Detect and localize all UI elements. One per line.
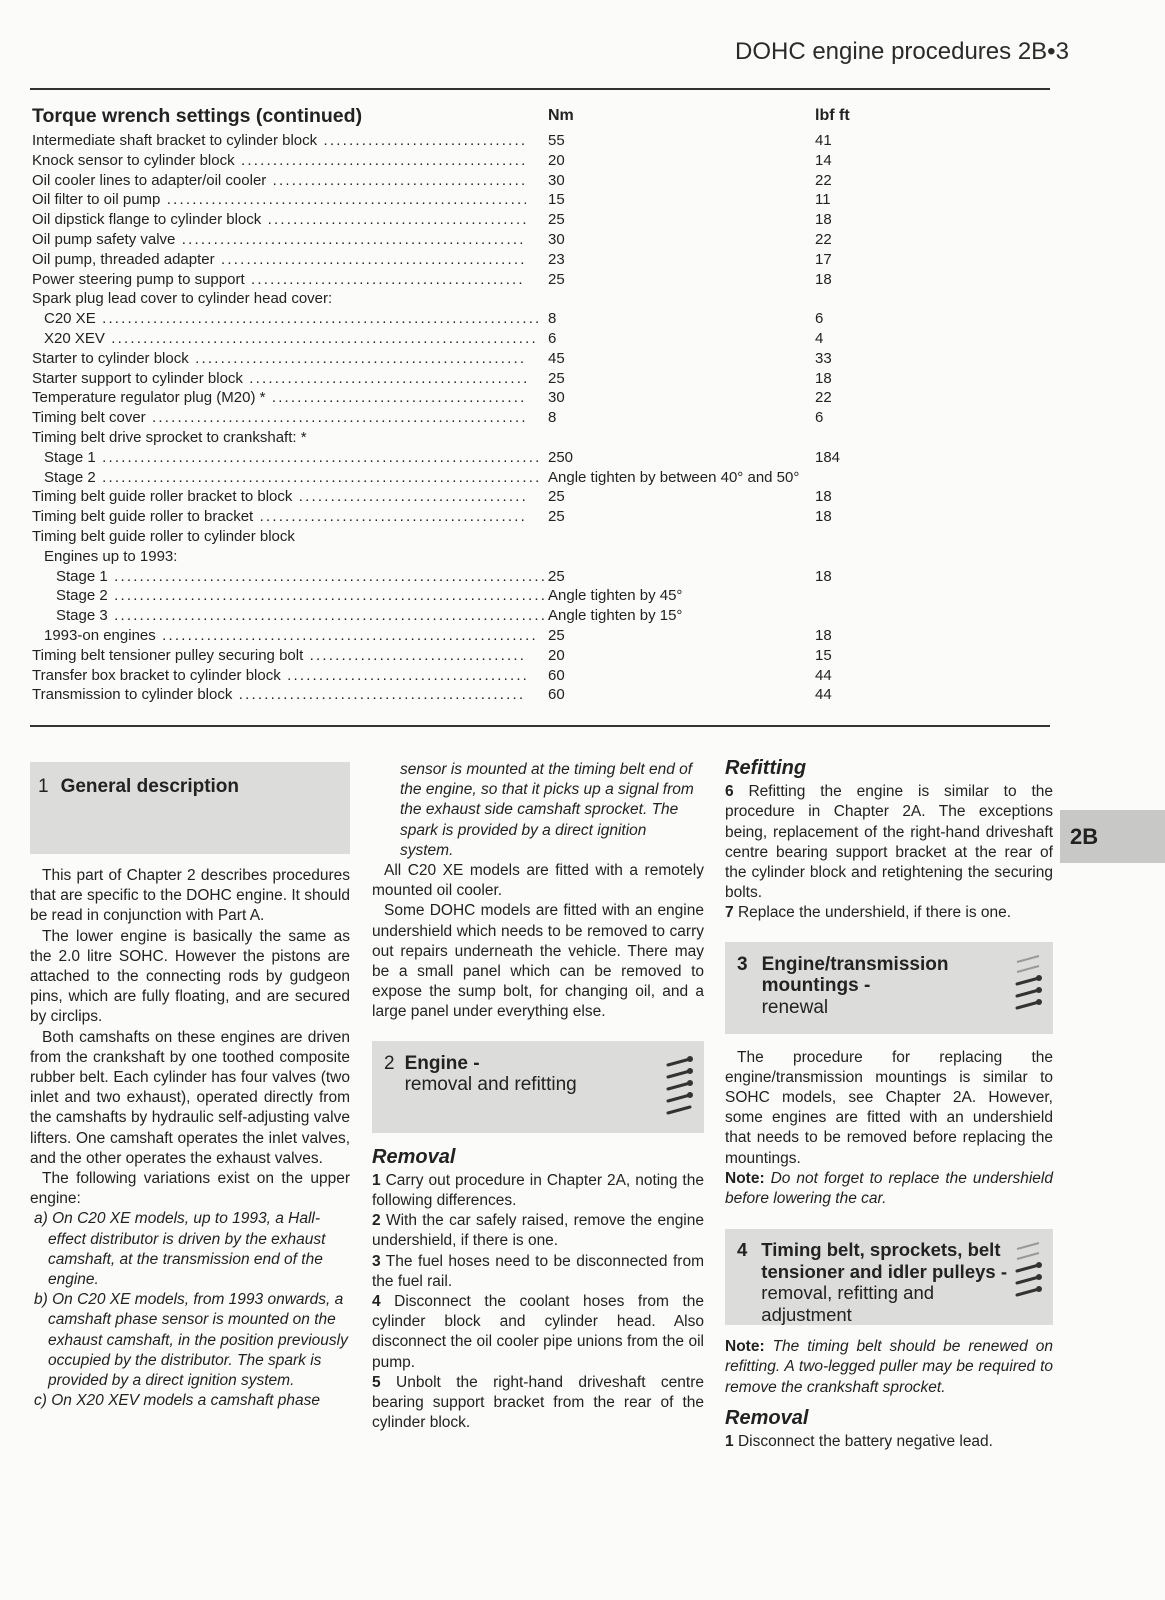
torque-row-lbf: 4 (815, 329, 824, 347)
paragraph: The procedure for replacing the engine/transmission mountings is similar to SOHC models, see Chapter 2A. However, some engines are fitted with an undershield that needs to be removed before replacing the mountings. (725, 1048, 1053, 1167)
torque-row (32, 646, 932, 666)
torque-row (32, 131, 932, 151)
paragraph: Some DOHC models are fitted with an engine undershield which needs to be removed to carry out repairs underneath the vehicle. There may be a small panel which can be removed to expose the sump bolt, for changing oil, and a large panel under everything else. (372, 902, 704, 1021)
torque-row (32, 190, 932, 210)
torque-row-label: Intermediate shaft bracket to cylinder block ..... (32, 131, 526, 151)
section-2-subtitle: removal and refitting (404, 1074, 577, 1096)
torque-col-lbf: lbf ft (815, 107, 850, 124)
wrench-difficulty-icon (1011, 1239, 1045, 1307)
torque-row-label: Timing belt cover ..... (32, 408, 526, 428)
torque-row-nm: 25 (548, 488, 565, 506)
torque-row-label: Power steering pump to support ..... (32, 270, 526, 290)
torque-row-label: Temperature regulator plug (M20) * ..... (32, 388, 526, 408)
torque-row-nm: 25 (548, 369, 565, 387)
torque-row-label: Timing belt drive sprocket to crankshaft: * (32, 428, 307, 446)
torque-row-lbf: 11 (815, 191, 831, 209)
torque-row-nm: 6 (548, 329, 557, 347)
section-4-number: 4 (737, 1239, 748, 1261)
list-item: a) On C20 XE models, up to 1993, a Hall-effect distributor is driven by the exhaust camshaft, at the transmission end of the engine. (34, 1210, 326, 1289)
paragraph: All C20 XE models are fitted with a remotely mounted oil cooler. (372, 862, 704, 900)
list-item: c) On X20 XEV models a camshaft phase (34, 1392, 321, 1410)
torque-row-lbf: 14 (815, 151, 832, 169)
torque-col-nm: Nm (548, 107, 574, 124)
torque-row (32, 250, 932, 270)
torque-row-nm: 25 (548, 567, 565, 585)
step-5: 5 Unbolt the right-hand driveshaft centre bearing support bracket from the rear of the cylinder block. (372, 1373, 704, 1432)
torque-row-lbf: 18 (815, 369, 832, 387)
torque-row (32, 309, 932, 329)
header-title: DOHC engine procedures (735, 38, 1012, 65)
section-1-title: General description (60, 776, 240, 797)
torque-row (32, 289, 932, 309)
torque-row-nm: 30 (548, 171, 565, 189)
torque-row-label: Oil dipstick flange to cylinder block ..... (32, 210, 526, 230)
step-4: 4 Disconnect the coolant hoses from the cylinder block and cylinder head. Also disconnect the oil cooler pipe unions from the oil pump. (372, 1293, 704, 1371)
torque-row-lbf: 15 (815, 646, 832, 664)
torque-row-label: Stage 2 ..... (32, 468, 538, 488)
torque-row (32, 468, 932, 488)
torque-row (32, 586, 932, 606)
torque-row-nm: 8 (548, 310, 557, 328)
torque-row-label: Stage 2 ..... (32, 586, 550, 606)
torque-row-label: Transmission to cylinder block ..... (32, 685, 526, 705)
torque-row-nm: 30 (548, 230, 565, 248)
torque-row-label: Timing belt guide roller to cylinder block (32, 527, 295, 545)
torque-row (32, 270, 932, 290)
torque-row-label: Timing belt guide roller bracket to block ..... (32, 487, 526, 507)
torque-row-nm: 25 (548, 270, 565, 288)
wrench-difficulty-icon (662, 1055, 696, 1119)
column-1 (30, 762, 350, 1411)
torque-table-title: Torque wrench settings (continued) (32, 105, 363, 127)
torque-row-label: Oil pump safety valve ..... (32, 230, 526, 250)
torque-row-lbf: 44 (815, 686, 832, 704)
section-4-heading-box (725, 1229, 1053, 1325)
step-1: 1 Carry out procedure in Chapter 2A, noting the following differences. (372, 1171, 704, 1210)
torque-row-label: Oil filter to oil pump ..... (32, 190, 526, 210)
step-3: 3 The fuel hoses need to be disconnected from the fuel rail. (372, 1252, 704, 1290)
torque-table (32, 131, 932, 705)
torque-row-label: Knock sensor to cylinder block ..... (32, 151, 526, 171)
torque-row (32, 230, 932, 250)
list-item: b) On C20 XE models, from 1993 onwards, a camshaft phase sensor is mounted on the exhaust camshaft, in the position previously occupied by the distributor. The spark is provided by a direct ignition system. (34, 1291, 348, 1390)
section-2-heading-box (372, 1041, 704, 1133)
torque-row (32, 527, 932, 547)
torque-row-label: Starter support to cylinder block ..... (32, 369, 526, 389)
torque-row-lbf: 18 (815, 508, 832, 526)
torque-row-lbf: 44 (815, 666, 832, 684)
removal-heading: Removal (725, 1406, 809, 1429)
step-7: 7 Replace the undershield, if there is one. (725, 904, 1012, 922)
list-item-continued: sensor is mounted at the timing belt end of the engine, so that it picks up a signal from the exhaust side camshaft sprocket. The spark is provided by a direct ignition system. (400, 761, 694, 859)
torque-row-lbf: 18 (815, 626, 832, 644)
torque-row (32, 408, 932, 428)
torque-row-lbf: 22 (815, 389, 832, 407)
torque-row-lbf: 6 (815, 310, 824, 328)
torque-row-lbf: 41 (815, 132, 832, 149)
torque-row-lbf: 18 (815, 567, 832, 585)
step-1: 1 Disconnect the battery negative lead. (725, 1433, 993, 1451)
removal-heading: Removal (372, 1145, 456, 1168)
torque-row-nm: 23 (548, 250, 565, 268)
torque-row-nm: 20 (548, 646, 565, 664)
torque-row-lbf: 18 (815, 488, 832, 506)
torque-row-label: C20 XE ..... (32, 309, 538, 329)
note: Note: Do not forget to replace the undershield before lowering the car. (725, 1169, 1053, 1208)
torque-row-label: Spark plug lead cover to cylinder head cover: (32, 290, 333, 308)
torque-row-lbf: 18 (815, 211, 832, 229)
section-3-number: 3 (737, 953, 748, 975)
section-3-subtitle: renewal (761, 996, 829, 1018)
torque-row-label: X20 XEV ..... (32, 329, 538, 349)
torque-row-nm: 55 (548, 132, 565, 149)
column-2 (372, 760, 704, 1433)
torque-row-label: Stage 1 ..... (32, 567, 550, 587)
torque-row-nm: Angle tighten by 45° (548, 587, 683, 605)
torque-row-nm: Angle tighten by between 40° and 50° (548, 468, 800, 486)
torque-row-nm: 30 (548, 389, 565, 407)
wrench-difficulty-icon (1011, 952, 1045, 1020)
torque-row-label: Oil pump, threaded adapter ..... (32, 250, 526, 270)
torque-row-label: Timing belt tensioner pulley securing bolt ..... (32, 646, 526, 666)
paragraph: This part of Chapter 2 describes procedures that are specific to the DOHC engine. It should be read in conjunction with Part A. (30, 867, 350, 925)
paragraph: Both camshafts on these engines are driven from the crankshaft by one toothed composite rubber belt. Each cylinder has four valves (two inlet and two exhaust), operated directly from the camshafts by hydraulic self-adjusting valve lifters. One camshaft operates the inlet valves, and the other operates the exhaust valves. (30, 1028, 350, 1167)
section-4-title: Timing belt, sprockets, belt tensioner and idler pulleys - (761, 1239, 1007, 1282)
torque-row (32, 507, 932, 527)
step-2: 2 With the car safely raised, remove the engine undershield, if there is one. (372, 1212, 704, 1250)
torque-row (32, 666, 932, 686)
header-page-number: 2B•3 (1017, 38, 1069, 65)
torque-row-lbf: 17 (815, 250, 832, 268)
torque-row-lbf: 6 (815, 409, 824, 427)
paragraph: The lower engine is basically the same as the 2.0 litre SOHC. However the pistons are attached to the connecting rods by gudgeon pins, which are fully floating, and are secured by circlips. (30, 927, 350, 1026)
section-2-number: 2 (384, 1052, 395, 1074)
torque-row (32, 606, 932, 626)
torque-row-label: Stage 1 ..... (32, 448, 538, 468)
torque-row (32, 567, 932, 587)
torque-row-lbf: 22 (815, 230, 832, 248)
section-3-heading-box (725, 942, 1053, 1034)
torque-row (32, 685, 932, 705)
torque-row-nm: 25 (548, 211, 565, 229)
refitting-heading: Refitting (725, 757, 807, 779)
section-2-title: Engine - (404, 1052, 480, 1074)
note: Note: The timing belt should be renewed on refitting. A two-legged puller may be required to remove the crankshaft sprocket. (725, 1338, 1053, 1396)
torque-row-lbf: 18 (815, 270, 832, 288)
torque-row-lbf: 184 (815, 448, 841, 466)
torque-row (32, 448, 932, 468)
section-1-heading-box (30, 762, 350, 854)
page-header (735, 38, 1069, 66)
torque-row-nm: 60 (548, 686, 565, 704)
torque-row (32, 626, 932, 646)
torque-row (32, 329, 932, 349)
torque-row (32, 349, 932, 369)
torque-row-label: 1993-on engines ..... (32, 626, 538, 646)
torque-row-nm: Angle tighten by 15° (548, 607, 683, 625)
section-3-title: Engine/transmission mountings - (761, 953, 949, 997)
torque-row-nm: 20 (548, 151, 565, 169)
torque-row-lbf: 22 (815, 171, 832, 189)
column-3 (725, 758, 1053, 1452)
torque-row-nm: 250 (548, 448, 574, 466)
torque-row-label: Oil cooler lines to adapter/oil cooler ..... (32, 171, 526, 191)
torque-row-nm: 25 (548, 508, 565, 526)
section-4-subtitle: removal, refitting and adjustment (761, 1282, 935, 1325)
torque-row (32, 210, 932, 230)
chapter-tab: 2B (1060, 810, 1165, 863)
torque-row (32, 428, 932, 448)
torque-row-nm: 60 (548, 666, 565, 684)
top-rule (30, 88, 1050, 90)
section-rule (30, 725, 1050, 727)
paragraph: The following variations exist on the upper engine: (30, 1170, 350, 1208)
step-6: 6 Refitting the engine is similar to the procedure in Chapter 2A. The exceptions being, replacement of the right-hand driveshaft centre bearing support bracket at the rear of the cylinder block and retightening the securing bolts. (725, 783, 1053, 902)
torque-row (32, 487, 932, 507)
torque-row-nm: 15 (548, 191, 565, 209)
torque-row (32, 369, 932, 389)
torque-row-label: Stage 3 ..... (32, 606, 550, 626)
torque-row (32, 171, 932, 191)
torque-row (32, 151, 932, 171)
torque-row (32, 388, 932, 408)
torque-row-lbf: 33 (815, 349, 832, 367)
torque-row-nm: 25 (548, 626, 565, 644)
torque-row-label: Engines up to 1993: (44, 547, 178, 565)
torque-row-nm: 45 (548, 349, 565, 367)
torque-row-label: Transfer box bracket to cylinder block ..... (32, 666, 526, 686)
torque-row-nm: 8 (548, 409, 557, 427)
torque-row (32, 547, 932, 567)
torque-row-label: Timing belt guide roller to bracket ..... (32, 507, 526, 527)
section-1-number: 1 (38, 776, 49, 797)
torque-row-label: Starter to cylinder block ..... (32, 349, 526, 369)
